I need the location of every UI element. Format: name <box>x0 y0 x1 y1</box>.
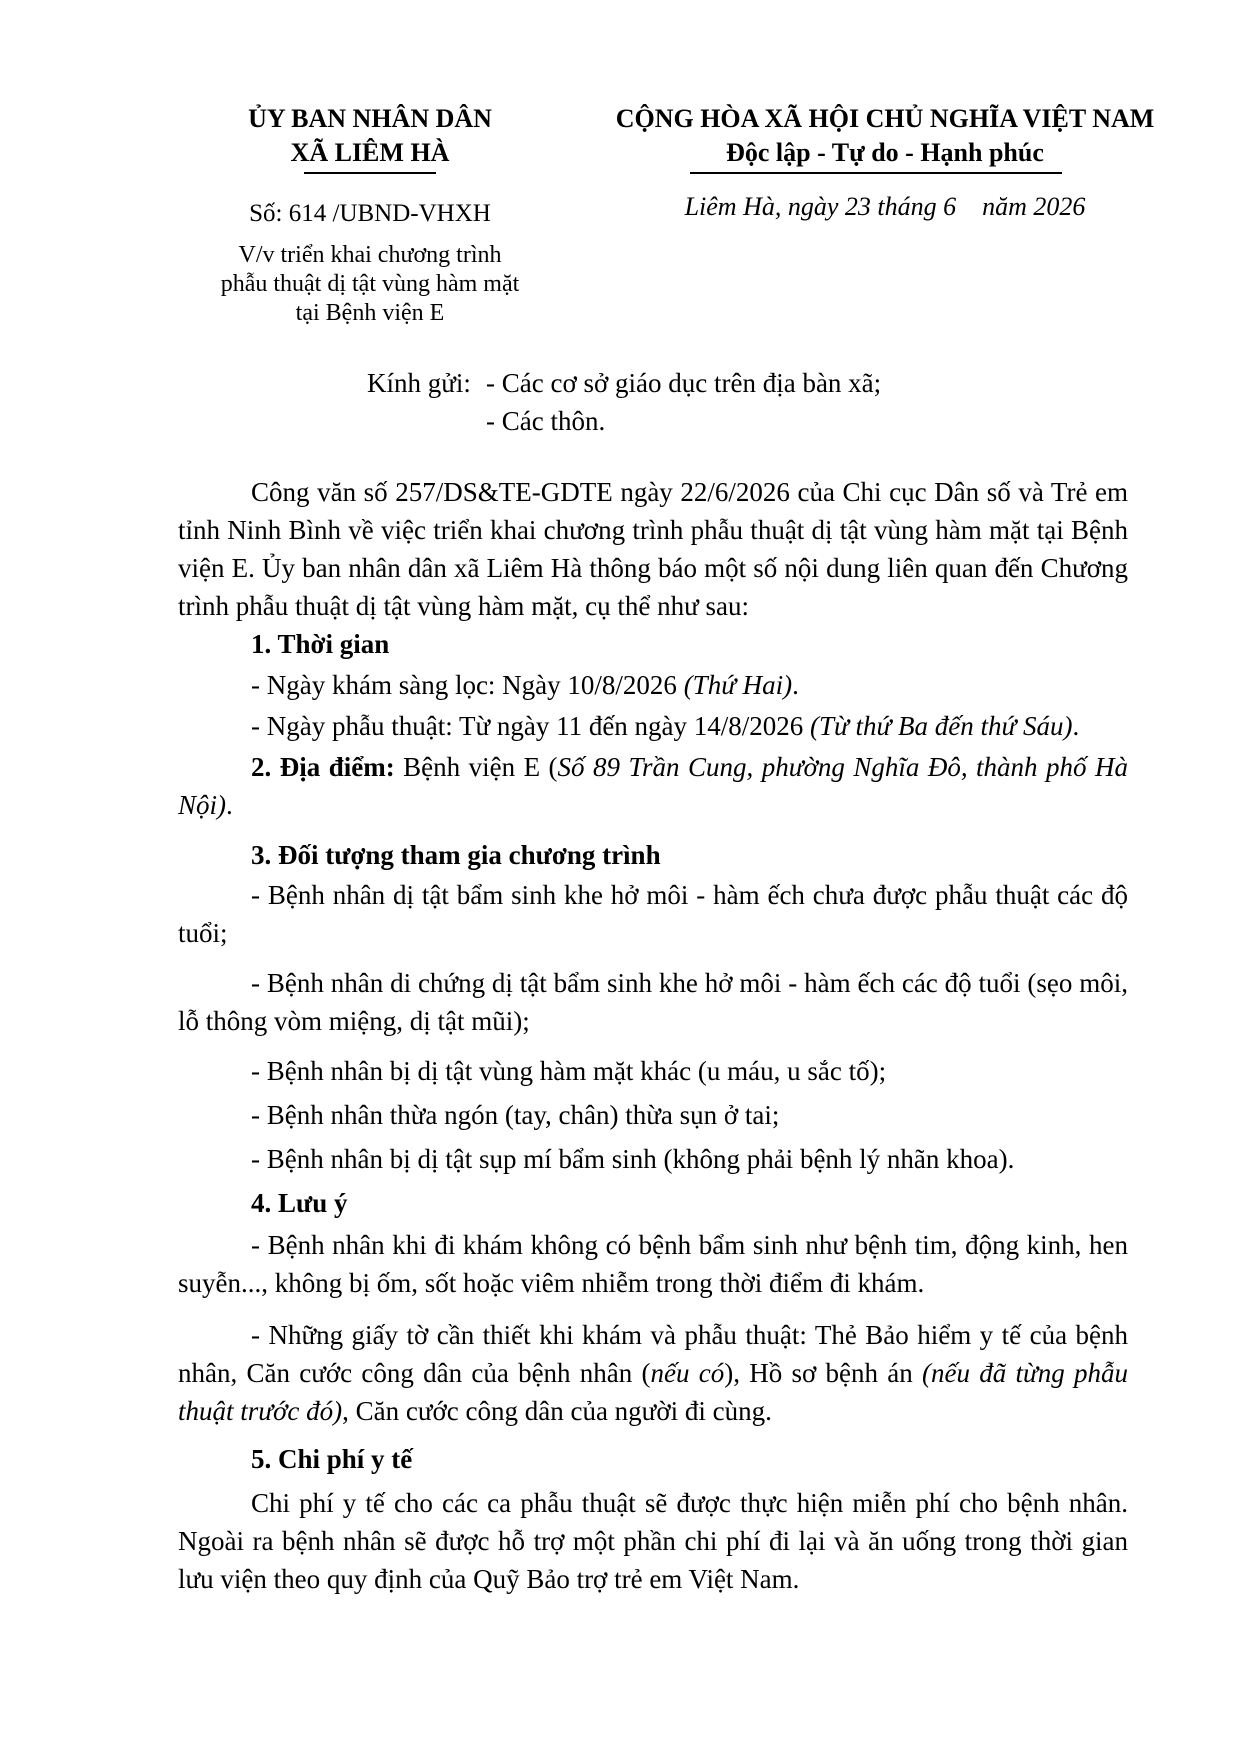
intro-paragraph <box>178 473 1128 625</box>
org-underline <box>304 172 436 174</box>
section1-title: 1. Thời gian <box>251 629 390 659</box>
section5-paragraph <box>178 1484 1128 1598</box>
surgery-weekdays: (Từ thứ Ba đến thứ Sáu) <box>810 711 1073 741</box>
section3-item4: - Bệnh nhân thừa ngón (tay, chân) thừa sụn ở tai; <box>251 1100 780 1130</box>
section3-item3: - Bệnh nhân bị dị tật vùng hàm mặt khác (u máu, u sắc tố); <box>251 1056 887 1086</box>
section1-item1 <box>251 666 799 704</box>
national-title: CỘNG HÒA XÃ HỘI CHỦ NGHĨA VIỆT NAM <box>615 104 1155 133</box>
screening-date: - Ngày khám sàng lọc: Ngày 10/8/2026 <box>251 670 684 700</box>
section2-title: 2. Địa điểm: <box>251 752 395 782</box>
subject-line2: phẫu thuật dị tật vùng hàm mặt <box>220 271 520 297</box>
recipient-2: - Các thôn. <box>486 406 606 436</box>
org-name-line1: ỦY BAN NHÂN DÂN <box>248 104 492 133</box>
item-note: nếu có <box>650 1358 725 1388</box>
section2-paragraph <box>178 748 1128 824</box>
punct: . <box>1072 711 1080 741</box>
recipients-label: Kính gửi: <box>367 368 471 398</box>
section3-item1 <box>178 876 1128 952</box>
item-text: , Căn cước công dân của người đi cùng. <box>342 1396 772 1426</box>
section3-item2 <box>178 964 1128 1040</box>
item-text: - Bệnh nhân dị tật bẩm sinh khe hở môi - hàm ếch chưa được phẫu thuật các độ tuổi; <box>178 880 1128 948</box>
motto-underline <box>690 172 1062 174</box>
punct: . <box>792 670 799 700</box>
section3-item5: - Bệnh nhân bị dị tật sụp mí bẩm sinh (không phải bệnh lý nhãn khoa). <box>251 1144 1015 1174</box>
section4-item2 <box>178 1316 1128 1430</box>
screening-weekday: (Thứ Hai) <box>683 670 793 700</box>
item-text: - Những giấy tờ cần thiết khi khám và phẫu thuật: Thẻ Bảo hiểm y tế của bệnh nhân, Căn cước công dân của bệnh nhân ( <box>178 1320 1128 1388</box>
section5-title: 5. Chi phí y tế <box>251 1444 413 1474</box>
intro-text: Công văn số 257/DS&TE-GDTE ngày 22/6/2026 của Chi cục Dân số và Trẻ em tỉnh Ninh Bình về việc triển khai chương trình phẫu thuật dị tật vùng hàm mặt tại Bệnh viện E. Ủy ban nhân dân xã Liêm Hà thông báo một số nội dung liên quan đến Chương trình phẫu thuật dị tật vùng hàm mặt, cụ thể như sau: <box>178 477 1128 621</box>
subject-line1: V/v triển khai chương trình <box>238 242 502 268</box>
section1-item2 <box>251 707 1079 745</box>
item-text: - Bệnh nhân khi đi khám không có bệnh bẩm sinh như bệnh tim, động kinh, hen suyễn..., không bị ốm, sốt hoặc viêm nhiễm trong thời điểm đi khám. <box>178 1230 1128 1298</box>
org-name-line2: XÃ LIÊM HÀ <box>290 138 450 167</box>
national-motto: Độc lập - Tự do - Hạnh phúc <box>726 138 1044 167</box>
recipient-1: - Các cơ sở giáo dục trên địa bàn xã; <box>486 368 882 398</box>
item-note: (nếu đã từng phẫu thuật trước đó) <box>178 1358 1128 1426</box>
place-date: Liêm Hà, ngày 23 tháng 6 năm 2026 <box>684 192 1086 221</box>
hospital-address: Số 89 Trần Cung, phường Nghĩa Đô, thành phố Hà Nội) <box>178 752 1128 820</box>
section3-title: 3. Đối tượng tham gia chương trình <box>251 840 661 870</box>
punct: . <box>226 790 233 820</box>
document-number: Số: 614 /UBND-VHXH <box>249 200 491 227</box>
item-text: ), Hồ sơ bệnh án <box>724 1358 923 1388</box>
section5-text: Chi phí y tế cho các ca phẫu thuật sẽ được thực hiện miễn phí cho bệnh nhân. Ngoài ra bệnh nhân sẽ được hỗ trợ một phần chi phí đi lại và ăn uống trong thời gian lưu viện theo quy định của Quỹ Bảo trợ trẻ em Việt Nam. <box>178 1488 1128 1594</box>
item-text: - Bệnh nhân di chứng dị tật bẩm sinh khe hở môi - hàm ếch các độ tuổi (sẹo môi, lỗ thông vòm miệng, dị tật mũi); <box>178 968 1128 1036</box>
section4-item1 <box>178 1226 1128 1302</box>
surgery-dates: - Ngày phẫu thuật: Từ ngày 11 đến ngày 14/8/2026 <box>251 711 811 741</box>
section4-title: 4. Lưu ý <box>251 1188 348 1218</box>
section2-text: Bệnh viện E ( <box>394 752 558 782</box>
subject-line3: tại Bệnh viện E <box>295 300 445 326</box>
